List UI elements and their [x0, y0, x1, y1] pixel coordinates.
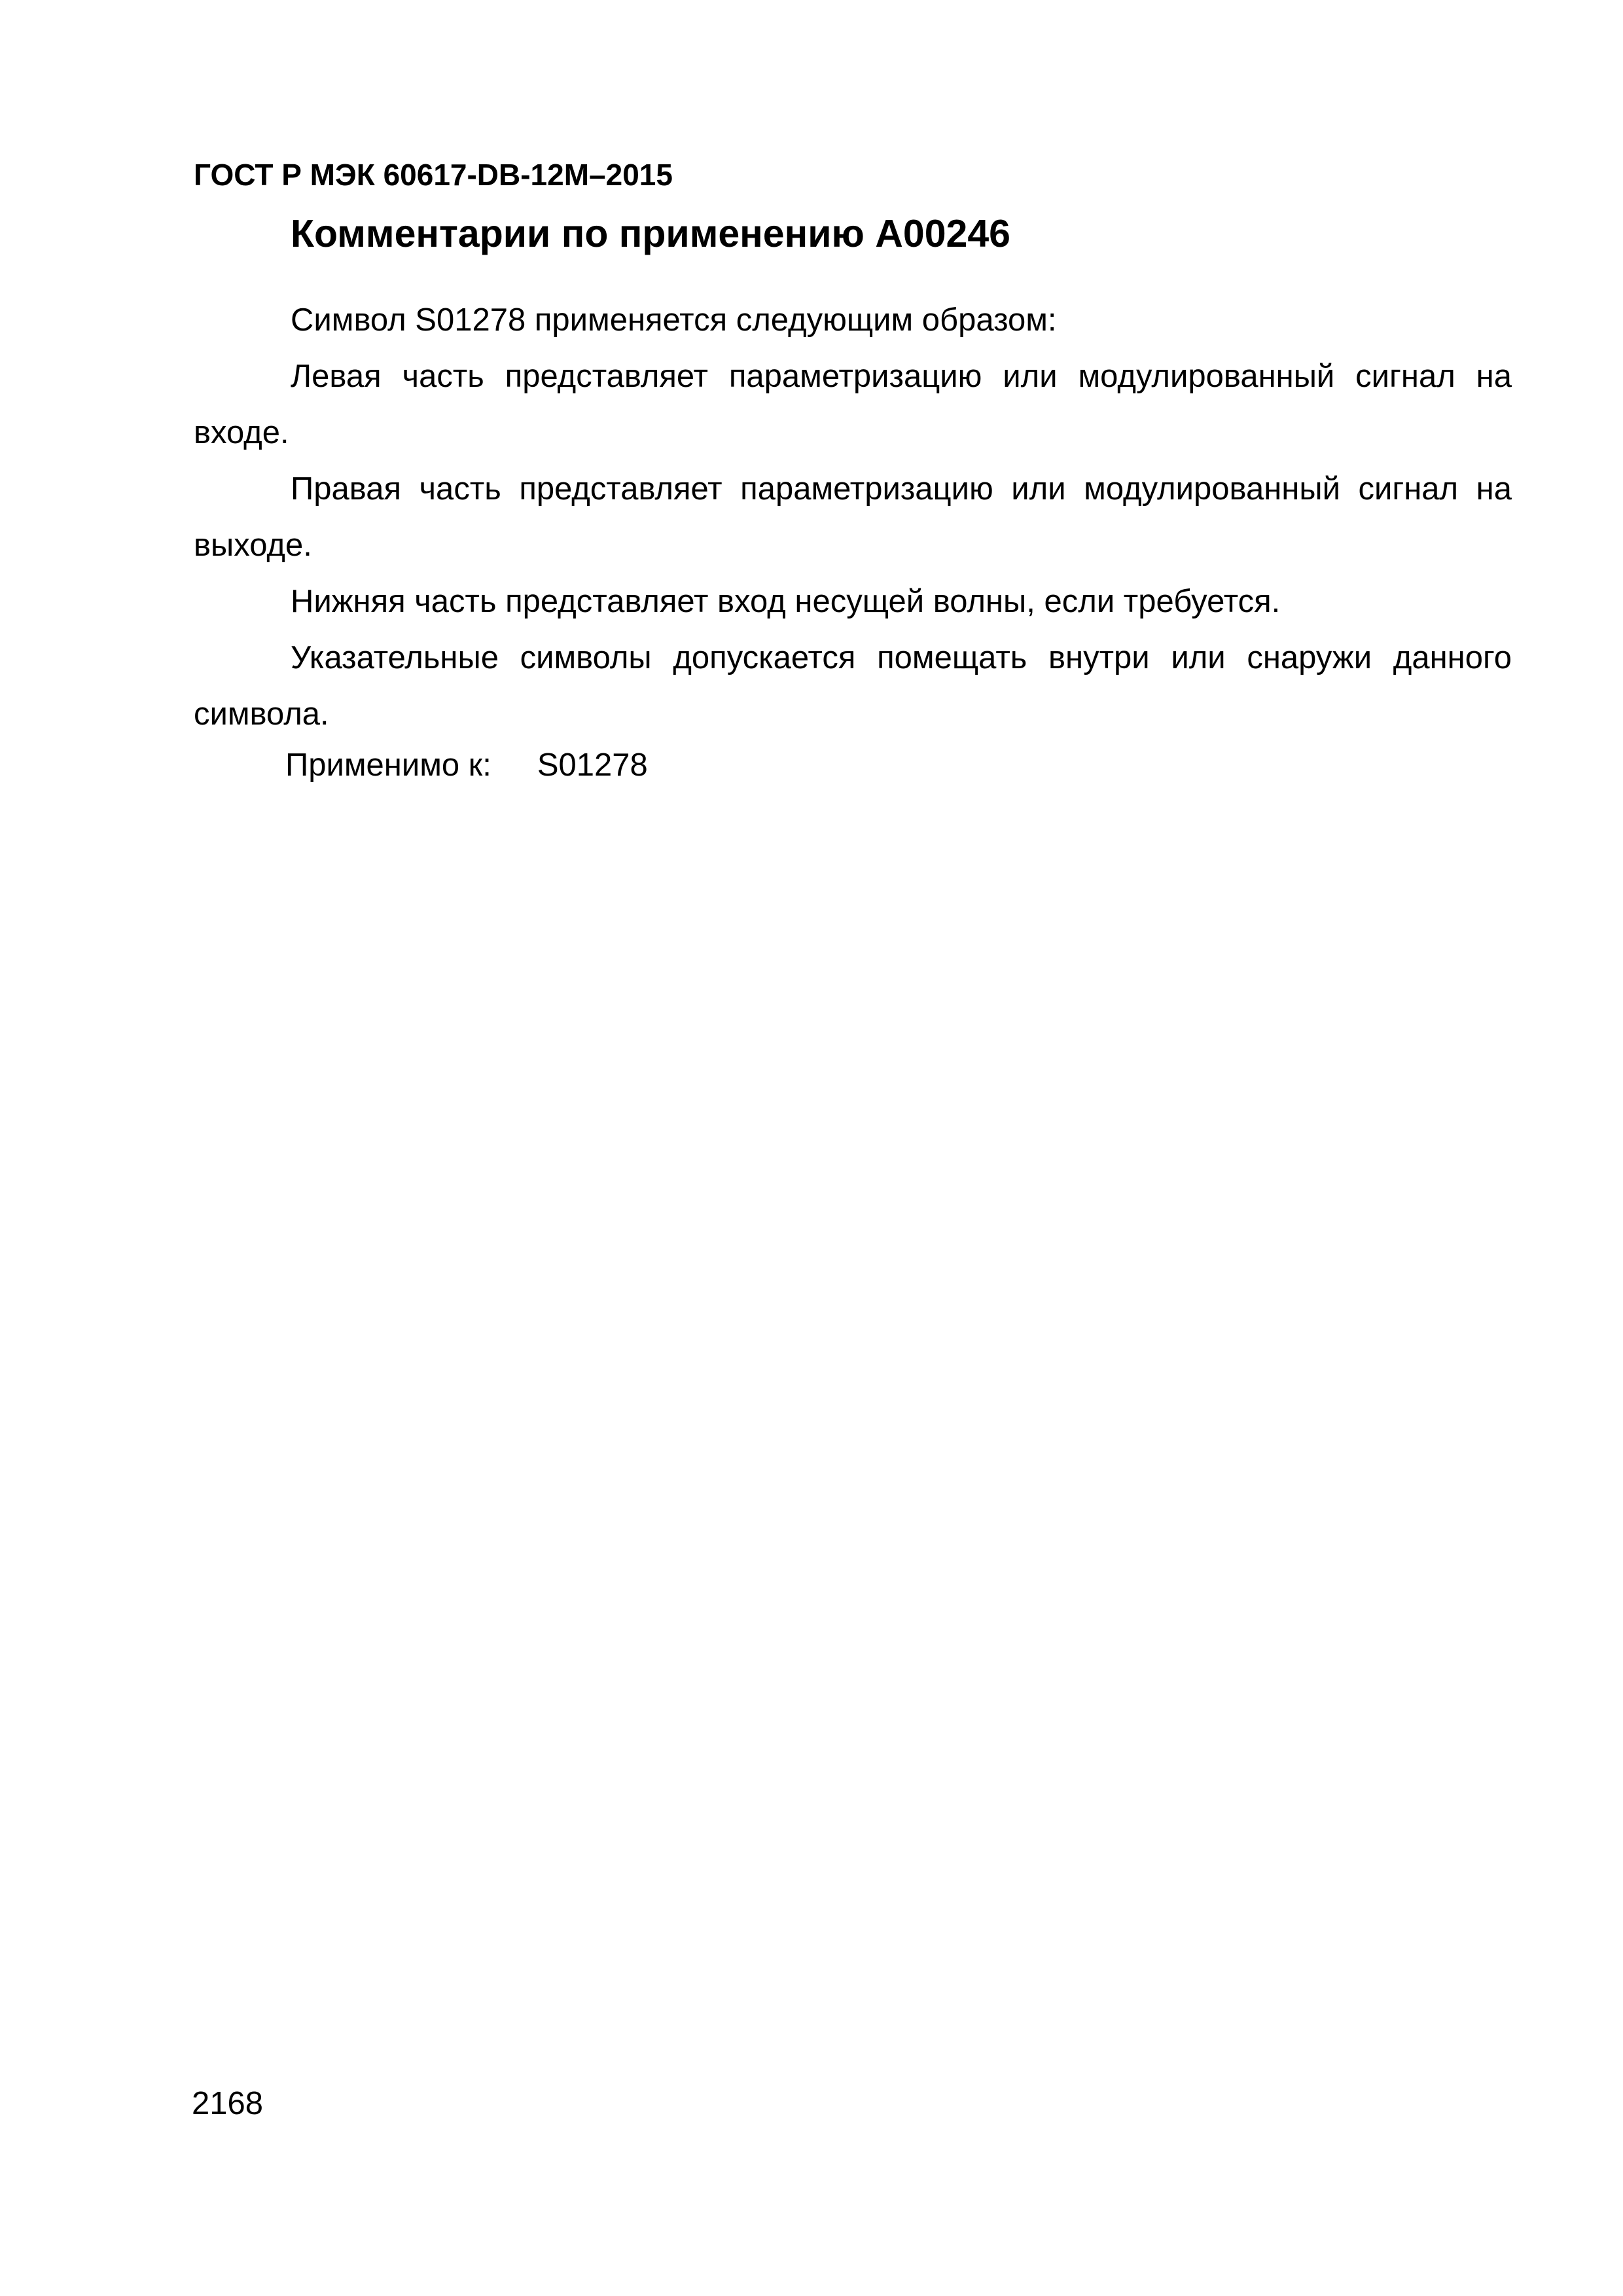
applies-to-value: S01278: [537, 747, 648, 783]
section-body: [194, 292, 1512, 742]
paragraph: Символ S01278 применяется следующим образом:: [291, 302, 1057, 338]
paragraph: Указательные символы допускается помещать внутри или снаружи данного символа.: [194, 640, 1512, 732]
paragraph: Левая часть представляет параметризацию или модулированный сигнал на входе.: [194, 359, 1512, 450]
applies-to-label: Применимо к:: [285, 747, 491, 783]
document-header: ГОСТ Р МЭК 60617-DB-12M–2015: [194, 158, 673, 192]
paragraph: Нижняя часть представляет вход несущей волны, если требуется.: [291, 584, 1281, 619]
paragraph: Правая часть представляет параметризацию или модулированный сигнал на выходе.: [194, 471, 1512, 563]
applies-to: [285, 737, 648, 793]
section-title: Комментарии по применению А00246: [291, 212, 1010, 255]
page-number: 2168: [192, 2086, 264, 2121]
